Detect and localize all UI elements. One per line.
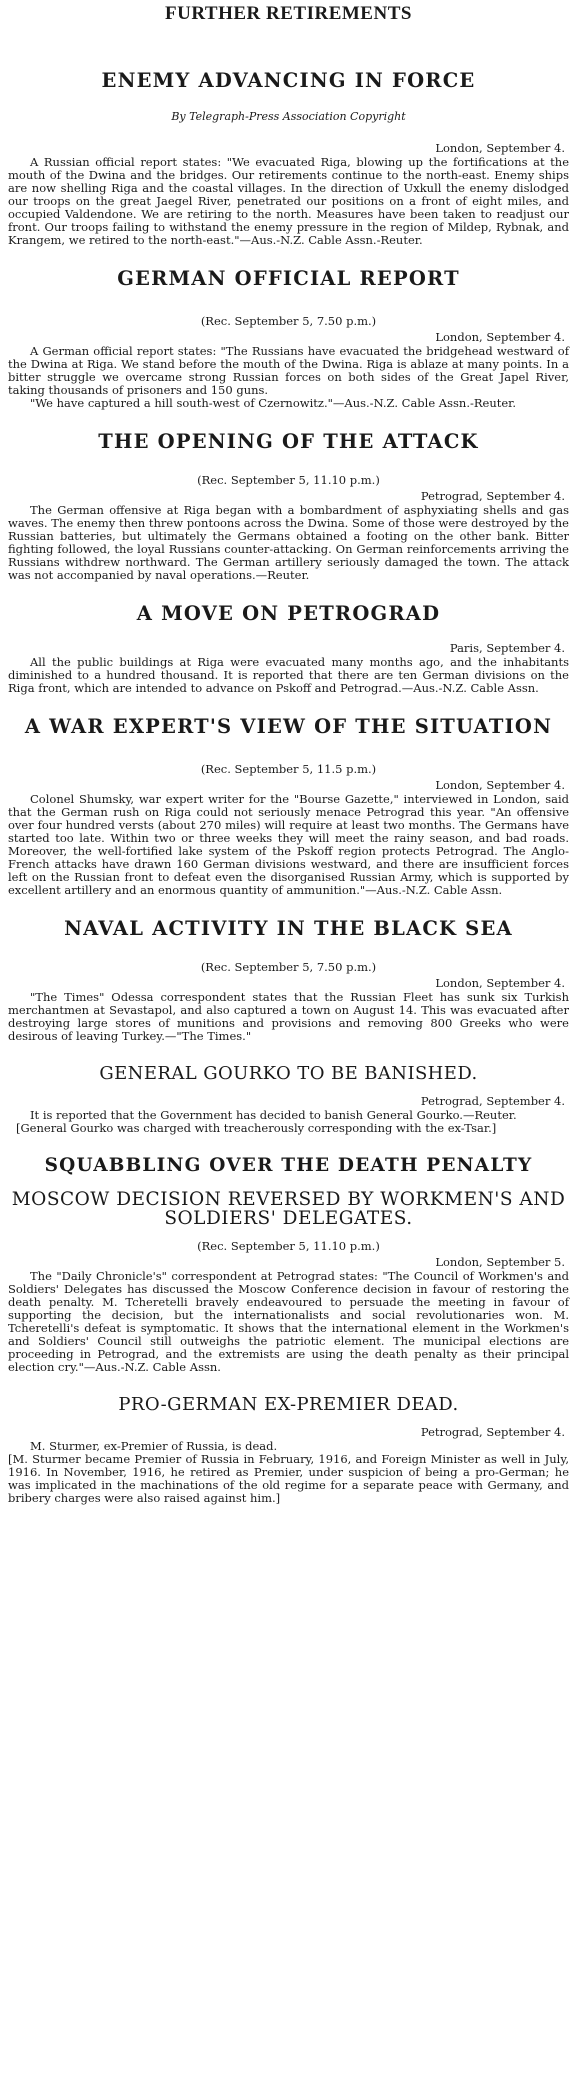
article-dateline: London, September 4. <box>435 330 565 344</box>
article-paragraph: The German offensive at Riga began with a bombardment of asphyxiating shells and gas waves. The enemy then threw pontoons across the Dwina. Some of those were destroyed by the Russian batteries, but ultimately the Germans obtained a footing on the other bank. Bitter fighting followed, the loyal Russians counter-attacking. On German reinforcements arriving the Russians withdrew northward. The German artillery seriously damaged the town. The attack was not accompanied by naval operations.—Reuter. <box>8 503 569 582</box>
article-paragraph: A Russian official report states: "We evacuated Riga, blowing up the fortifications at the mouth of the Dwina and the bridges. Our retirements continue to the north-east. Enemy ships are now shelling Riga and the coastal villages. In the direction of Uxkull the enemy dislodged our troops on the great Jaegel River, penetrated our positions on a front of eight miles, and occupied Valdendone. We are retiring to the north. Measures have been taken to readjust our front. Our troops failing to withstand the enemy pressure in the region of Mildep, Rybnak, and Krangem, we retired to the north-east."—Aus.-N.Z. Cable Assn.-Reuter. <box>8 155 569 247</box>
article-enemy-advancing <box>8 69 569 247</box>
article-dateline: Petrograd, September 4. <box>420 1424 565 1439</box>
article-dateline: London, September 4. <box>435 778 565 792</box>
article-received-time: (Rec. September 5, 11.10 p.m.) <box>197 473 380 487</box>
article-paragraph: A German official report states: "The Russians have evacuated the bridgehead westward of the Dwina at Riga. We stand before the mouth of the Dwina. Riga is ablaze at many points. In a bitter struggle we overcame strong Russian forces on both sides of the Great Japel River, taking thousands of prisoners and 150 guns. <box>8 344 569 397</box>
article-body <box>8 504 569 582</box>
article-body <box>8 1440 569 1505</box>
article-heading: GERMAN OFFICIAL REPORT <box>117 267 460 290</box>
article-move-on-petrograd <box>8 602 569 695</box>
article-heading: SQUABBLING OVER THE DEATH PENALTY <box>44 1155 533 1176</box>
article-dateline: London, September 4. <box>435 141 565 155</box>
article-paragraph: [General Gourko was charged with treacherously corresponding with the ex-Tsar.] <box>16 1121 497 1135</box>
article-body <box>8 1109 569 1135</box>
article-general-gourko <box>8 1063 569 1135</box>
article-received-time: (Rec. September 5, 11.10 p.m.) <box>197 1238 380 1253</box>
article-paragraph: All the public buildings at Riga were evacuated many months ago, and the inhabitants diminished to a hundred thousand. It is reported that there are ten German divisions on the Riga front, which are intended to advance on Pskoff and Petrograd.—Aus.-N.Z. Cable Assn. <box>8 655 569 695</box>
article-body <box>8 793 569 897</box>
page-title: FURTHER RETIREMENTS <box>165 3 412 24</box>
article-body <box>8 991 569 1043</box>
article-paragraph: "The Times" Odessa correspondent states that the Russian Fleet has sunk six Turkish merchantmen at Sevastapol, and also captured a town on August 14. This was evacuated after destroying large stores of munitions and provisions and removing 800 Greeks who were desirous of leaving Turkey.—"The Times." <box>8 990 569 1043</box>
article-heading: NAVAL ACTIVITY IN THE BLACK SEA <box>64 917 513 940</box>
article-received-time: (Rec. September 5, 7.50 p.m.) <box>200 960 377 974</box>
article-dateline: London, September 4. <box>435 976 565 990</box>
article-dateline: Paris, September 4. <box>449 641 565 655</box>
article-received-time: (Rec. September 5, 7.50 p.m.) <box>200 314 377 328</box>
article-heading: A MOVE ON PETROGRAD <box>136 602 441 625</box>
article-opening-of-attack <box>8 430 569 582</box>
article-dateline: London, September 5. <box>435 1254 565 1269</box>
article-byline: By Telegraph-Press Association Copyright <box>171 110 406 123</box>
article-received-time: (Rec. September 5, 11.5 p.m.) <box>200 762 377 776</box>
article-paragraph: [M. Sturmer became Premier of Russia in February, 1916, and Foreign Minister as well in July, 1916. In November, 1916, he retired as Premier, under suspicion of being a pro-German; he was implicated in the machinations of the old regime for a separate peace with Germany, and bribery charges were also raised against him.] <box>8 1451 569 1505</box>
article-paragraph: Colonel Shumsky, war expert writer for the "Bourse Gazette," interviewed in London, said that the German rush on Riga could not seriously menace Petrograd this year. "An offensive over four hundred versts (about 270 miles) will require at least two months. The Germans have started too late. Within two or three weeks they will meet the rainy season, and bad roads. Moreover, the well-fortified lake system of the Pskoff region protects Petrograd. The Anglo-French attacks have drawn 160 German divisions westward, and there are insufficient forces left on the Russian front to defeat even the disorganised Russian Army, which is supported by excellent artillery and an enormous quantity of ammunition."—Aus.-N.Z. Cable Assn. <box>8 792 569 897</box>
article-ex-premier-dead <box>8 1394 569 1505</box>
article-heading: GENERAL GOURKO TO BE BANISHED. <box>99 1063 478 1084</box>
article-paragraph: M. Sturmer, ex-Premier of Russia, is dead. <box>30 1438 278 1453</box>
article-german-official-report <box>8 267 569 410</box>
article-subheading: MOSCOW DECISION REVERSED BY WORKMEN'S AND SOLDIERS' DELEGATES. <box>11 1189 566 1230</box>
article-naval-activity <box>8 917 569 1043</box>
article-body <box>8 1270 569 1374</box>
article-paragraph: It is reported that the Government has decided to banish General Gourko.—Reuter. <box>30 1108 517 1122</box>
article-heading: THE OPENING OF THE ATTACK <box>98 430 479 453</box>
article-body <box>8 345 569 410</box>
article-war-expert-view <box>8 715 569 897</box>
article-paragraph: "We have captured a hill south-west of Czernowitz."—Aus.-N.Z. Cable Assn.-Reuter. <box>30 396 517 410</box>
article-dateline: Petrograd, September 4. <box>420 1094 565 1108</box>
article-body <box>8 156 569 247</box>
article-heading: PRO-GERMAN EX-PREMIER DEAD. <box>118 1393 459 1415</box>
article-death-penalty <box>8 1155 569 1374</box>
article-dateline: Petrograd, September 4. <box>420 489 565 503</box>
article-heading: ENEMY ADVANCING IN FORCE <box>101 69 476 92</box>
article-heading: A WAR EXPERT'S VIEW OF THE SITUATION <box>24 715 553 738</box>
article-paragraph: The "Daily Chronicle's" correspondent at Petrograd states: "The Council of Workmen's and Soldiers' Delegates has discussed the Moscow Conference decision in favour of restoring the death penalty. M. Tcheretelli bravely endeavoured to persuade the meeting in favour of supporting the decision, but the internationalists and social revolutionaries won. M. Tcheretelli's defeat is symptomatic. It shows that the international element in the Workmen's and Soldiers' Council still outweighs the patriotic element. The municipal elections are proceeding in Petrograd, and the extremists are using the death penalty as their principal election cry."—Aus.-N.Z. Cable Assn. <box>8 1268 569 1374</box>
article-body <box>8 656 569 695</box>
